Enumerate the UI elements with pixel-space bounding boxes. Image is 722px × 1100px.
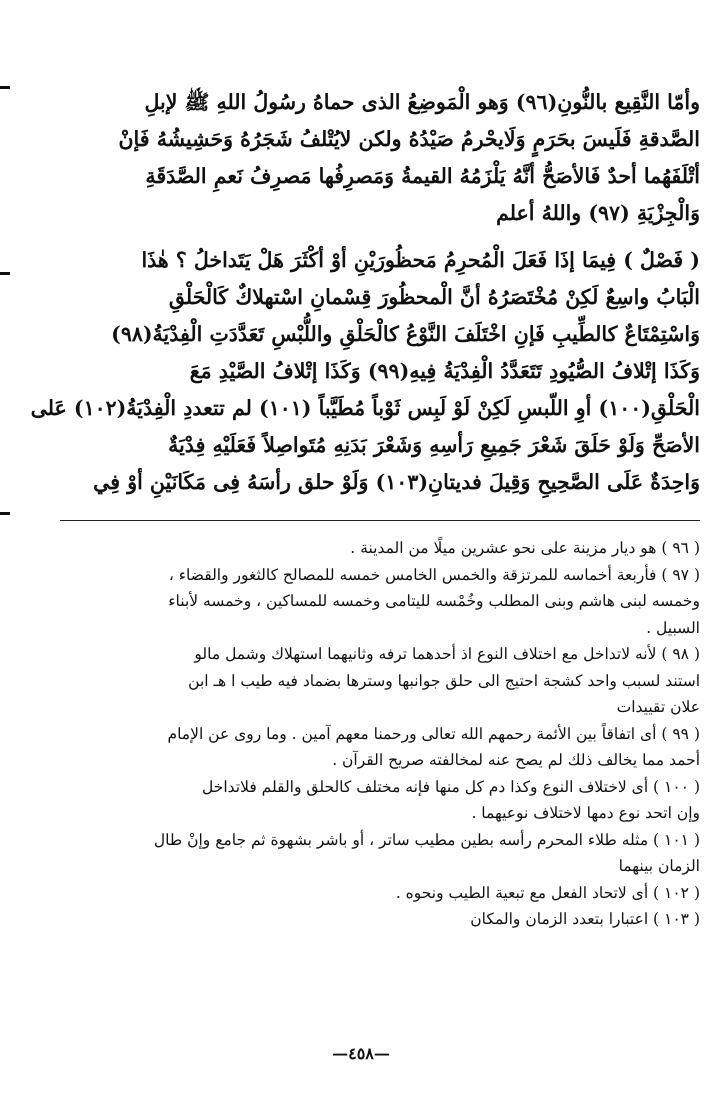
text-line: وَكَذَا إتْلافُ الصُّيُودِ تَتَعَدَّدُ الْفِدْيَةُ فِيهِ(٩٩) وَكَذَا إتْلافُ الصَّيْدِ مَعَ xyxy=(189,359,700,383)
paragraph xyxy=(60,84,700,232)
footnote-line: استند لسبب واحد كشجة احتيج الى حلق جوانبها وسترها بضماد فيه طيب ا هـ ابن xyxy=(188,671,700,690)
footnote xyxy=(60,880,700,907)
text-line: الْبَابُ واسِعٌ لَكِنْ مُخْتَصَرُهُ أنَّ الْمحظُورَ قِسْمانِ اسْتهلاكٌ كَالْحَلْقِ xyxy=(168,285,700,309)
margin-mark xyxy=(0,512,10,515)
footnotes xyxy=(60,535,700,933)
text-line: وَاسْتِمْتَاعٌ كالطِّيبِ فَإنِ اخْتَلَفَ النَّوْعُ كالْحَلْقِ واللُّبْسِ تَعَدَّدَتِ الْفِدْيَةُ(٩٨) xyxy=(111,322,700,346)
footnote-line: ( ٩٧ ) فأربعة أخماسه للمرتزقة والخمس الخامس خمسه للمصالح كالثغور والقضاء ، xyxy=(168,565,700,584)
page-number: —٤٥٨— xyxy=(332,1044,390,1063)
text-line: وأمّا النَّقِيع بالنُّونِ(٩٦) وَهو الْمَوضِعُ الذى حماهُ رسُولُ اللهِ ﷺ لإبلِ xyxy=(144,90,700,114)
margin-mark xyxy=(0,86,10,89)
footnote-line: علان تقييدات xyxy=(616,698,700,716)
footnote-line: ( ١٠١ ) مثله طلاء المحرم رأسه بطين مطيب ساتر ، أو باشر بشهوة ثم جامع وإنْ طال xyxy=(153,830,700,849)
text-line: وَالْجِزْيَةِ (٩٧) واللهُ أعلم xyxy=(496,201,700,225)
footnote xyxy=(60,562,700,642)
text-line: ( فَصْلٌ ) فِيمَا إذَا فَعَلَ الْمُحرِمُ مَحظُورَيْنِ أوْ أكْثَرَ هَلْ يَتَداخلُ ؟ هٰذَا xyxy=(141,248,700,272)
footnote-line: الزمان بينهما xyxy=(618,857,700,875)
footnote-line: ( ١٠٣ ) اعتبارا بتعدد الزمان والمكان xyxy=(470,910,700,928)
text-line: أتْلَفَهُما أحدٌ فَالأصَحُّ أنَّهُ يَلْزَمُهُ القيمةُ وَمَصرِفُها مَصرِفُ نَعمِ الصَّدَقَةِ xyxy=(145,164,700,188)
footnote xyxy=(60,721,700,774)
footnote-line: ( ١٠٢ ) أى لاتحاد الفعل مع تبعية الطيب ونحوه . xyxy=(395,883,700,902)
footnote-divider xyxy=(60,520,700,521)
footnote-line: ( ٩٩ ) أى اتفاقاً بين الأئمة رحمهم الله تعالى ورحمنا معهم آمين . وما روى عن الإمام xyxy=(167,724,700,743)
margin-mark xyxy=(0,272,10,275)
footnote xyxy=(60,774,700,827)
footnote-line: ( ٩٦ ) هو ديار مزينة على نحو عشرين ميلًا من المدينة . xyxy=(350,539,700,557)
footnote-line: ( ١٠٠ ) أى لاختلاف النوع وكذا دم كل منها فإنه مختلف كالحلق والقلم فلاتداخل xyxy=(202,777,700,796)
footnote-line: وإن اتحد نوع دمها لاختلاف نوعيهما . xyxy=(471,804,700,822)
text-line: الصَّدقةِ فَلَيسَ بحَرَمٍ وَلَايحْرمُ صَيْدُهُ ولكن لايُتْلفُ شَجَرُهُ وَحَشِيشُهُ فَإنْ xyxy=(118,127,700,151)
footnote-line: السبيل . xyxy=(646,618,700,637)
footnote xyxy=(60,827,700,880)
footnote xyxy=(60,641,700,721)
main-text xyxy=(30,84,700,501)
text-line: الأصَحِّ وَلَوْ حَلَقَ شَعْرَ جَمِيعِ رَأسِهِ وَشَعْرَ بَدَنِهِ مُتَواصِلاً فَعَلَيْهِ فِدْيَةٌ xyxy=(168,433,700,457)
footnote-line: وخمسه لبنى هاشم وبنى المطلب وخُمْسه لليتامى وخمسه للمساكين ، وخمسه لأبناء xyxy=(168,592,700,610)
footnote xyxy=(60,535,700,562)
footnote-line: أحمد مما يخالف ذلك لم يصح عنه لمخالفته صريح القرآن . xyxy=(332,751,700,769)
footnote-line: ( ٩٨ ) لأنه لاتداخل مع اختلاف النوع اذ أحدهما ترفه وثانيهما استهلاك وشمل مالو xyxy=(194,645,700,663)
paragraph xyxy=(30,242,700,501)
text-line: الْحَلْقِ(١٠٠) أوِ اللّبسِ لَكِنْ لَوْ لَبِس ثَوْباً مُطَيَّباً (١٠١) لم تتعددِ الْفِدْيَةُ(١٠٢) عَلى xyxy=(30,396,700,420)
footnote xyxy=(60,906,700,933)
text-line: وَاحِدَةٌ عَلَى الصَّحِيحِ وَقِيلَ فديتانِ(١٠٣) وَلَوْ حلق رأسَهُ فِى مَكَانَيْنِ أوْ فِي xyxy=(93,470,700,494)
